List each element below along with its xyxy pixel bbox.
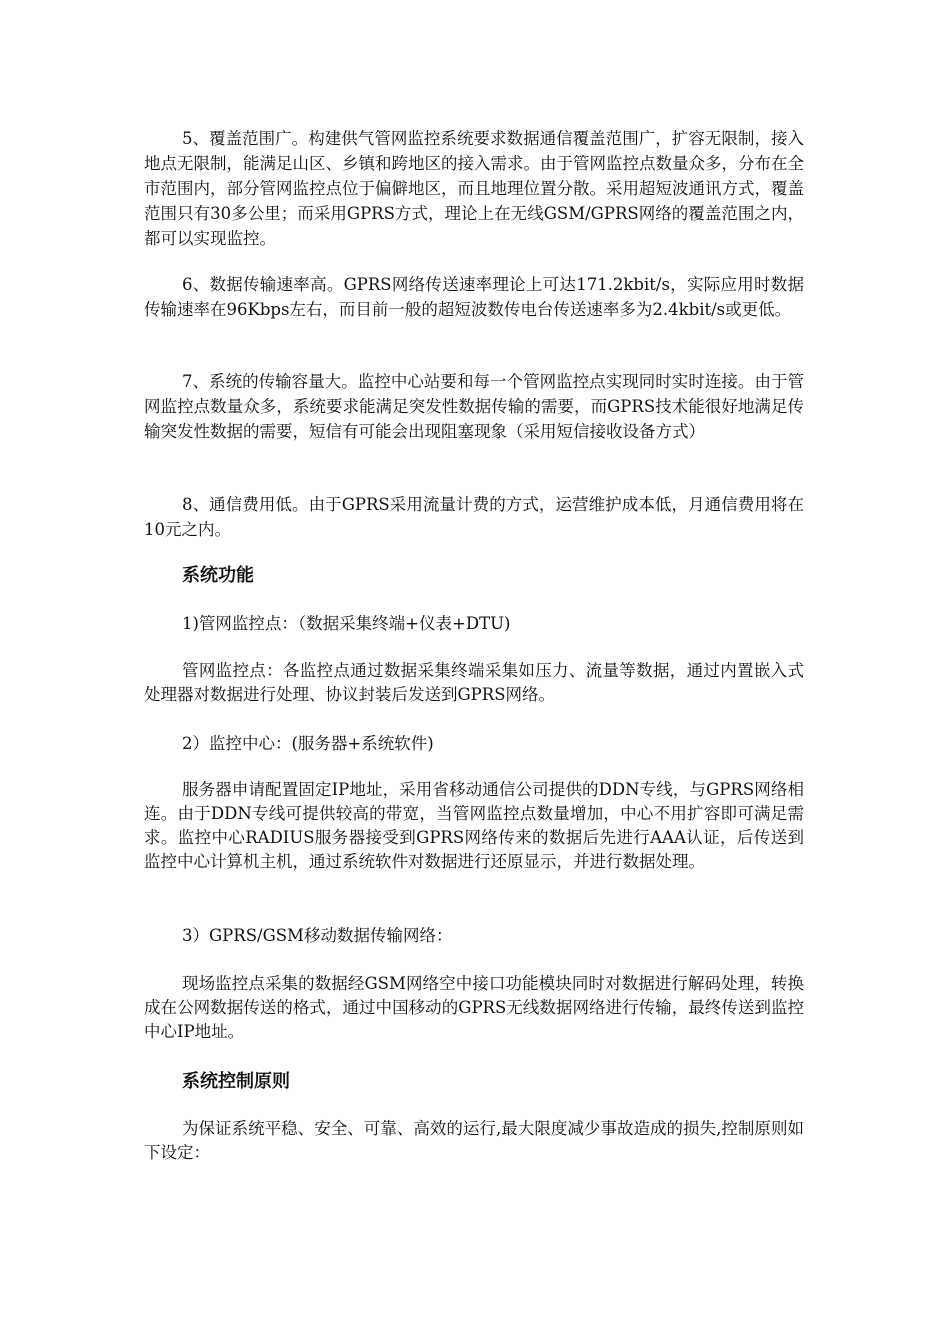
function-3-title: 3）GPRS/GSM移动数据传输网络：: [182, 926, 453, 945]
paragraph-capacity: 7、系统的传输容量大。监控中心站要和每一个管网监控点实现同时实时连接。由于管网监控点数量众多，系统要求能满足突发性数据传输的需要，而GPRS技术能很好地满足传输突发性数据的需要，短信有可能会出现阻塞现象（采用短信接收设备方式）: [144, 372, 804, 441]
paragraph-cost: 8、通信费用低。由于GPRS采用流量计费的方式，运营维护成本低，月通信费用将在10元之内。: [144, 495, 804, 539]
function-1-body: 管网监控点：各监控点通过数据采集终端采集如压力、流量等数据，通过内置嵌入式处理器对数据进行处理、协议封装后发送到GPRS网络。: [144, 661, 804, 704]
heading-system-functions: 系统功能: [182, 565, 254, 586]
function-1-title: 1)管网监控点：（数据采集终端+仪表+DTU): [182, 614, 511, 633]
heading-control-principles: 系统控制原则: [182, 1071, 290, 1092]
function-2-title: 2）监控中心：(服务器+系统软件): [182, 734, 434, 753]
function-2-body: 服务器申请配置固定IP地址，采用省移动通信公司提供的DDN专线，与GPRS网络相连。由于DDN专线可提供较高的带宽，当管网监控点数量增加，中心不用扩容即可满足需求。监控中心RADIUS服务器接受到GPRS网络传来的数据后先进行AAA认证，后传送到监控中心计算机主机，通过系统软件对数据进行还原显示，并进行数据处理。: [144, 780, 804, 871]
paragraph-transfer-rate: 6、数据传输速率高。GPRS网络传送速率理论上可达171.2kbit/s，实际应用时数据传输速率在96Kbps左右，而目前一般的超短波数传电台传送速率多为2.4kbit/s或更低。: [144, 275, 804, 319]
function-3-body: 现场监控点采集的数据经GSM网络空中接口功能模块同时对数据进行解码处理，转换成在公网数据传送的格式，通过中国移动的GPRS无线数据网络进行传输，最终传送到监控中心IP地址。: [144, 974, 804, 1041]
paragraph-control-principles: 为保证系统平稳、安全、可靠、高效的运行,最大限度减少事故造成的损失,控制原则如下设定：: [144, 1119, 804, 1162]
paragraph-coverage: 5、覆盖范围广。构建供气管网监控系统要求数据通信覆盖范围广，扩容无限制，接入地点无限制，能满足山区、乡镇和跨地区的接入需求。由于管网监控点数量众多，分布在全市范围内，部分管网监控点位于偏僻地区，而且地理位置分散。采用超短波通讯方式，覆盖范围只有30多公里；而采用GPRS方式，理论上在无线GSM/GPRS网络的覆盖范围之内，都可以实现监控。: [144, 129, 804, 248]
